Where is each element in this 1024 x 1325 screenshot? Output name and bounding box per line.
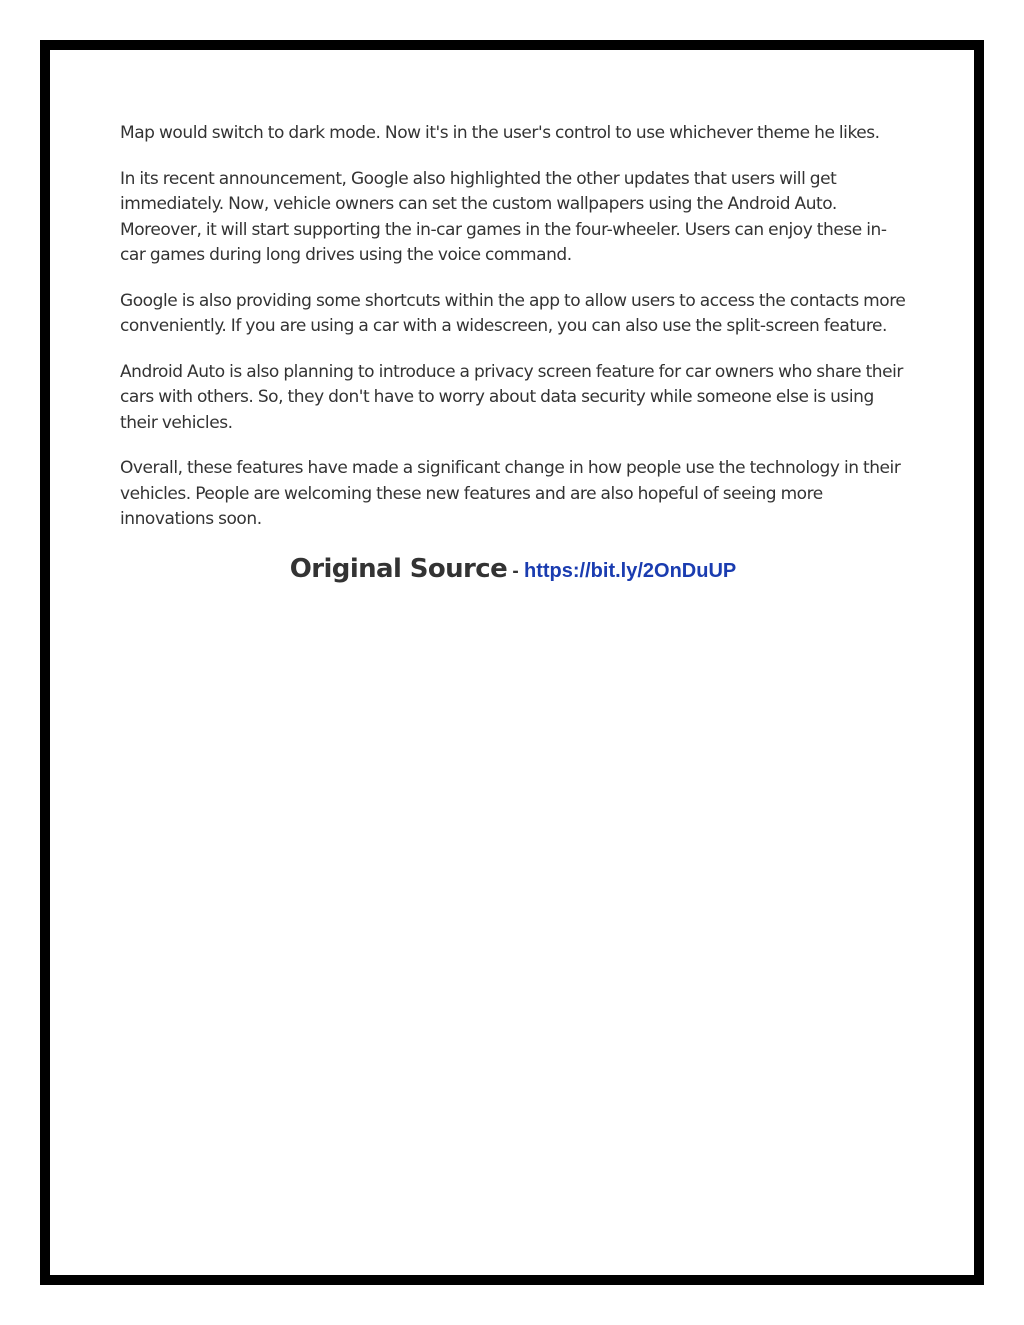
- paragraph-shortcuts: Google is also providing some shortcuts within the app to allow users to access the contacts more conveniently. If you are using a car with a widescreen, you can also use the split-screen feature.: [120, 290, 906, 336]
- paragraph-overall: Overall, these features have made a significant change in how people use the technology in their vehicles. People are welcoming these new features and are also hopeful of seeing more innovations soon.: [120, 458, 901, 529]
- original-source-line: [120, 553, 906, 586]
- paragraph-dark-mode: Map would switch to dark mode. Now it's in the user's control to use whichever theme he likes.: [120, 123, 880, 143]
- original-source-label: Original Source: [289, 553, 508, 584]
- source-separator: -: [507, 560, 525, 582]
- document-body: [120, 121, 906, 585]
- page-frame: [40, 40, 984, 1285]
- paragraph-updates: In its recent announcement, Google also highlighted the other updates that users will get immediately. Now, vehicle owners can set the custom wallpapers using the Android Auto. Moreover, it will start supporting the in-car games in the four-wheeler. Users can enjoy these in-car games during long drives using the voice command.: [120, 168, 887, 265]
- original-source-link[interactable]: https://bit.ly/2OnDuUP: [524, 559, 737, 582]
- paragraph-privacy: Android Auto is also planning to introduce a privacy screen feature for car owners who share their cars with others. So, they don't have to worry about data security while someone else is using their vehicles.: [120, 361, 903, 433]
